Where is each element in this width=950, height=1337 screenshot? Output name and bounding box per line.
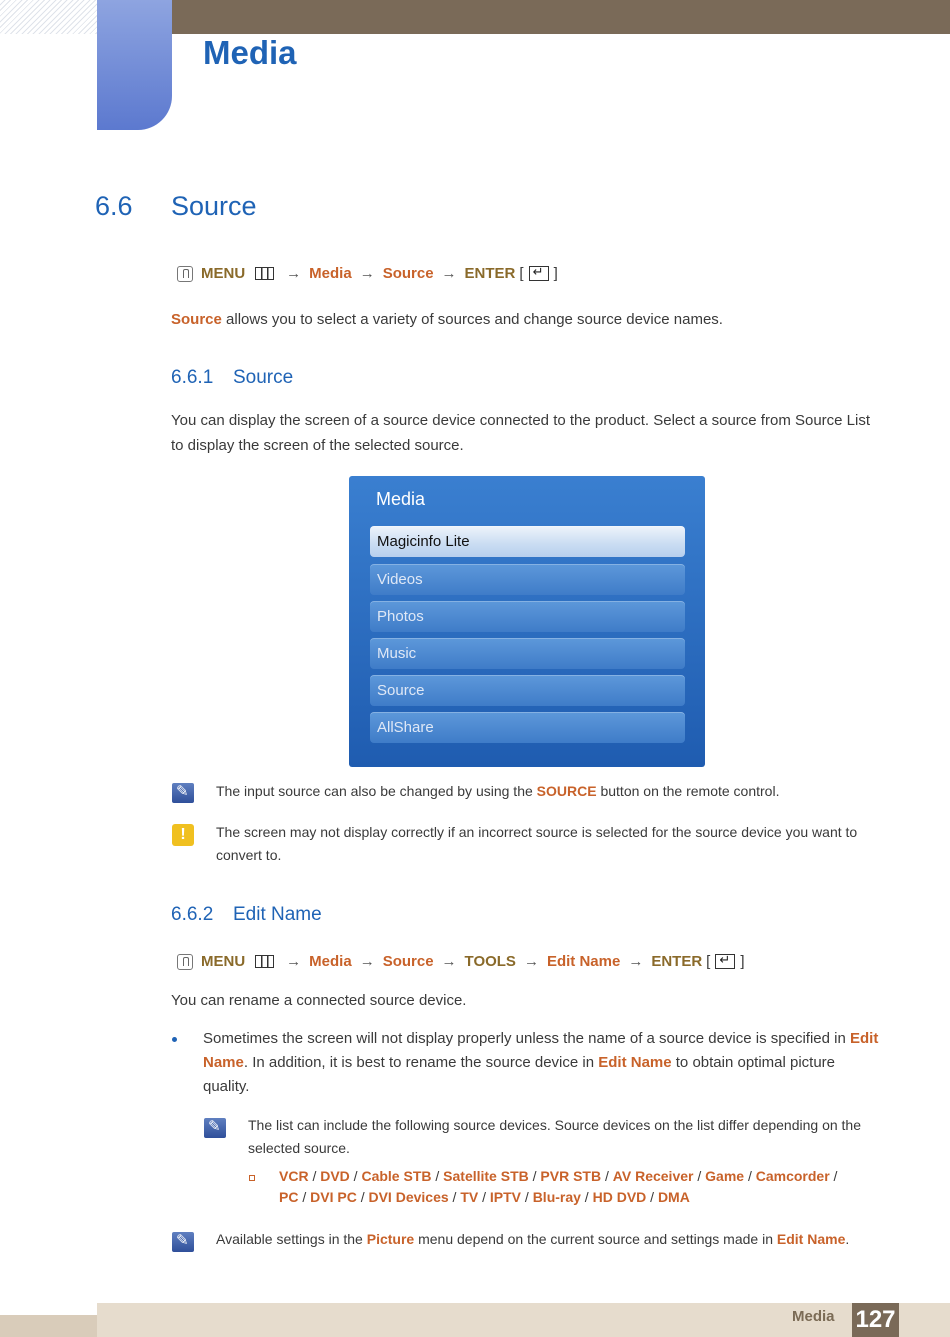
device-separator: / [646,1189,658,1205]
note-device-list: The list can include the following source devices. Source devices on the list differ depending on the selected source. [248,1117,861,1156]
menu-item-videos[interactable]: Videos [370,564,685,595]
arrow: → [441,953,457,970]
warning-icon: ! [172,824,194,846]
menu-item-source[interactable]: Source [370,675,685,706]
device-list-line-2 [279,1186,889,1209]
subsection-heading-edit-name [171,904,322,926]
bullet-term: Edit Name [203,1030,879,1071]
path-item-tools: TOOLS [464,953,516,970]
arrow: → [286,265,302,282]
device-list-line-1 [279,1165,889,1188]
bullet-text-part: . In addition, it is best to rename the source device in [243,1054,599,1071]
device-separator: / [478,1189,490,1205]
note-term: Edit Name [776,1231,846,1247]
device-dma: DMA [657,1189,690,1205]
arrow: → [359,953,375,970]
remote-hand-icon [177,954,193,970]
path-item-edit-name: Edit Name [546,953,621,970]
device-separator: / [298,1189,311,1205]
bullet-text-part: Sometimes the screen will not display properly unless the name of a source device is specified in [203,1030,850,1047]
arrow: → [441,265,457,282]
menu-icon [255,267,274,280]
note-text: . [845,1231,850,1247]
arrow: → [628,953,644,970]
section-intro [171,307,891,332]
footer-label: Media [792,1308,835,1325]
note-term: SOURCE [536,783,597,799]
bullet-term: Edit Name [598,1054,672,1071]
menu-label: MENU [201,953,246,970]
device-game: Game [705,1168,745,1184]
device-pc: PC [279,1189,299,1205]
device-vcr: VCR [279,1168,309,1184]
enter-icon [529,266,549,281]
device-cable-stb: Cable STB [361,1168,432,1184]
subsection-number: 6.6.1 [171,367,214,388]
intro-term: Source [171,311,222,328]
bullet-text [203,1027,883,1099]
chapter-tab [97,0,172,130]
menu-label: MENU [201,265,246,282]
note-source-button [216,780,886,803]
device-separator: / [601,1168,613,1184]
note-icon [172,1232,194,1252]
device-camcorder: Camcorder [755,1168,830,1184]
device-dvd: DVD [320,1168,350,1184]
note-picture-settings [216,1228,886,1251]
sub-bullet-icon [249,1175,255,1181]
note-text: menu depend on the current source and settings made in [414,1231,777,1247]
arrow: → [359,265,375,282]
device-separator: / [431,1168,444,1184]
section-title: Source [171,191,257,221]
note-text: button on the remote control. [596,783,780,799]
device-separator: / [308,1168,321,1184]
path-item-source: Source [382,953,434,970]
subsection-number: 6.6.2 [171,904,214,925]
bullet-text-part: to obtain optimal picture quality. [203,1054,836,1095]
arrow: → [523,953,539,970]
media-menu-panel [349,476,705,767]
remote-hand-icon [177,266,193,282]
bracket-open: [ [706,953,711,970]
device-av-receiver: AV Receiver [612,1168,694,1184]
device-separator: / [356,1189,369,1205]
intro-text: allows you to select a variety of sources and change source device names. [221,311,723,328]
enter-icon [715,954,735,969]
enter-label: ENTER [651,953,703,970]
arrow: → [286,953,302,970]
device-separator: / [744,1168,756,1184]
device-separator: / [693,1168,706,1184]
bullet-icon [172,1037,177,1042]
page-number: 127 [852,1303,899,1337]
device-separator: / [349,1168,362,1184]
menu-item-photos[interactable]: Photos [370,601,685,632]
device-dvi-pc: DVI PC [310,1189,357,1205]
menu-item-music[interactable]: Music [370,638,685,669]
device-dvi-devices: DVI Devices [368,1189,449,1205]
footer-left-bar [0,1315,97,1337]
bracket-open: [ [519,265,524,282]
subsection-heading-source [171,367,293,389]
bracket-close: ] [553,265,558,282]
warning-text: The screen may not display correctly if an incorrect source is selected for the source device you want to convert to. [216,824,858,863]
header-bar [172,0,950,34]
device-separator: / [829,1168,838,1184]
section-number: 6.6 [95,191,133,221]
enter-label: ENTER [464,265,516,282]
source-description: You can display the screen of a source device connected to the product. Select a source from Source List to display the screen of the selected source. [171,412,871,454]
section-heading [95,191,257,222]
device-separator: / [580,1189,593,1205]
device-iptv: IPTV [489,1189,522,1205]
device-separator: / [521,1189,533,1205]
device-blu-ray: Blu-ray [532,1189,581,1205]
path-item-media: Media [309,953,352,970]
menu-path-edit-name [177,953,745,970]
bracket-close: ] [740,953,745,970]
device-satellite-stb: Satellite STB [443,1168,529,1184]
subsection-title: Edit Name [233,904,322,925]
path-item-source: Source [382,265,434,282]
subsection-title: Source [233,367,294,388]
note-text: Available settings in the [216,1231,367,1247]
path-item-media: Media [309,265,352,282]
panel-title: Media [376,489,426,509]
device-tv: TV [460,1189,479,1205]
chapter-title: Media [203,34,297,71]
menu-item-magicinfo-lite[interactable]: Magicinfo Lite [370,526,685,557]
device-separator: / [528,1168,541,1184]
note-term: Picture [366,1231,415,1247]
menu-path [177,265,558,282]
note-text: The input source can also be changed by using the [216,783,537,799]
device-hd-dvd: HD DVD [592,1189,647,1205]
device-pvr-stb: PVR STB [540,1168,602,1184]
note-icon [172,783,194,803]
device-separator: / [448,1189,461,1205]
menu-item-allshare[interactable]: AllShare [370,712,685,743]
menu-icon [255,955,274,968]
note-icon [204,1118,226,1138]
edit-name-description: You can rename a connected source device. [171,992,467,1009]
header-hatch-pattern [0,0,97,34]
